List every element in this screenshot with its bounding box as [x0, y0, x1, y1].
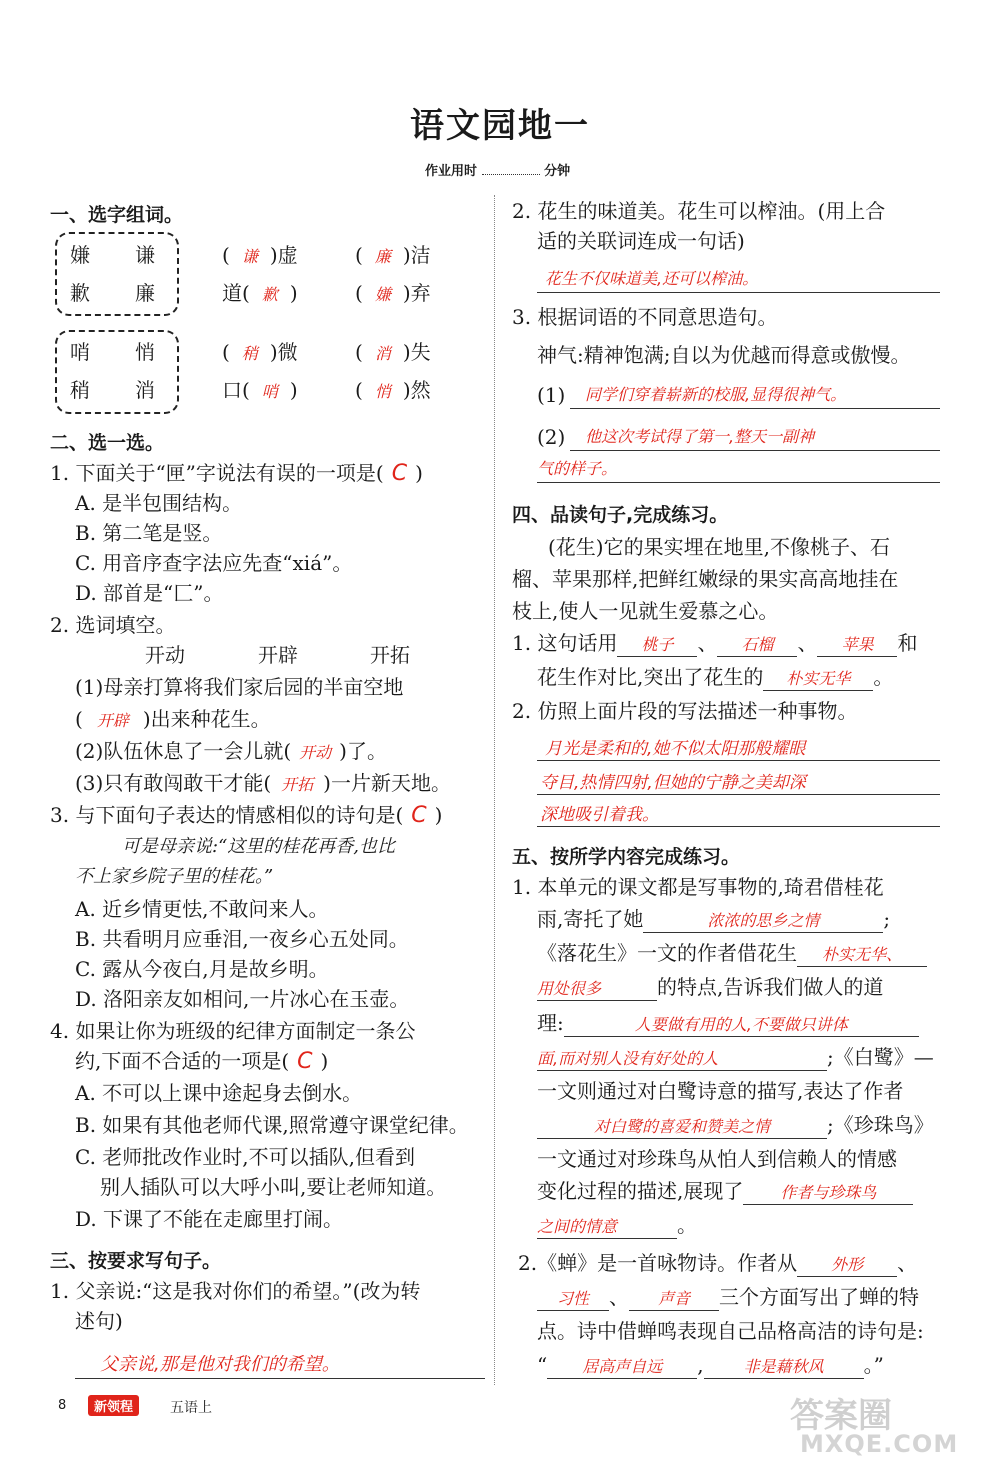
text-line: 点。诗中借蝉鸣表现自己品格高洁的诗句是:	[537, 1319, 924, 1343]
question-3-2: 2. 花生的味道美。花生可以榨油。(用上合	[512, 199, 886, 223]
option: C. 用音序查字法应先查“xiá”。	[75, 551, 353, 575]
timer-unit: 分钟	[544, 164, 571, 179]
word-choice: 开动	[145, 643, 185, 667]
question-3-1-cont: 述句)	[75, 1309, 123, 1333]
text-line: “ 居高声自远 , 非是藉秋风 。”	[537, 1353, 884, 1377]
answer-line	[570, 450, 940, 451]
answer-3-3-2[interactable]: 他这次考试得了第一,整天一副神	[585, 427, 815, 446]
question-5-2: 2.《蝉》是一首咏物诗。作者从 外形 、	[518, 1251, 918, 1275]
blank-line: ( 开辟 )出来种花生。	[75, 707, 271, 731]
option: A. 不可以上课中途起身去倒水。	[75, 1081, 363, 1105]
char: 谦	[135, 243, 155, 267]
question-2-2: 2. 选词填空。	[50, 613, 176, 637]
answer-line	[537, 760, 940, 761]
blank-line: (2)队伍休息了一会儿就( 开动 )了。	[75, 739, 387, 763]
section-3-heading: 三、按要求写句子。	[50, 1250, 222, 1272]
timer-label: 作业用时	[425, 164, 478, 179]
sentence-no: (1)	[537, 383, 566, 407]
fill-item: ( 嫌 )弃	[355, 281, 431, 305]
brand-logo: 新领程	[88, 1395, 139, 1416]
answer-line	[537, 482, 940, 483]
option: B. 共看明月应垂泪,一夜乡心五处同。	[75, 927, 409, 951]
text-line: 理: 人要做有用的人,不要做只讲体	[537, 1008, 919, 1038]
char: 哨	[70, 340, 90, 364]
text-line: 变化过程的描述,展现了 作者与珍珠鸟	[537, 1176, 913, 1206]
timer-blank[interactable]	[482, 174, 540, 175]
answer-4-2[interactable]: 深地吸引着我。	[540, 805, 659, 825]
watermark-url: MXQE.COM	[800, 1430, 959, 1458]
blank-line: (1)母亲打算将我们家后园的半亩空地	[75, 675, 404, 699]
page-number: 8	[58, 1398, 67, 1413]
option: 别人插队可以大呼小叫,要让老师知道。	[100, 1175, 447, 1199]
page-title: 语文园地一	[410, 106, 590, 146]
char: 悄	[135, 340, 155, 364]
answer-line	[537, 826, 940, 827]
text-line: 雨,寄托了她 浓浓的思乡之情 ;	[537, 907, 891, 931]
fill-item: ( 消 )失	[355, 340, 431, 364]
passage: (花生)它的果实埋在地里,不像桃子、石	[548, 535, 890, 559]
quote: 不上家乡院子里的桂花。”	[75, 866, 274, 887]
text-line: 习性 、 声音 三个方面写出了蝉的特	[537, 1282, 919, 1312]
word-choice: 开拓	[370, 643, 410, 667]
question-2-4: 4. 如果让你为班级的纪律方面制定一条公	[50, 1019, 416, 1043]
section-1-heading: 一、选字组词。	[50, 204, 184, 226]
fill-item: ( 廉 )洁	[355, 243, 431, 267]
question-2-4-cont: 约,下面不合适的一项是( C )	[75, 1049, 329, 1074]
char: 歉	[70, 281, 90, 305]
blank-line: (3)只有敢闯敢干才能( 开拓 )一片新天地。	[75, 771, 451, 795]
option: D. 洛阳亲友如相问,一片冰心在玉壶。	[75, 987, 410, 1011]
timer	[425, 160, 570, 179]
option: A. 是半包围结构。	[75, 491, 243, 515]
option: D. 部首是“匚”。	[75, 581, 224, 605]
question-2-3: 3. 与下面句子表达的情感相似的诗句是( C )	[50, 803, 443, 828]
question-4-1-cont: 花生作对比,突出了花生的 朴实无华 。	[537, 665, 894, 689]
answer-4-2[interactable]: 夺目,热情四射,但她的宁静之美却深	[540, 773, 806, 793]
char: 嫌	[70, 243, 90, 267]
option: B. 第二笔是竖。	[75, 521, 223, 545]
answer-line	[537, 292, 940, 293]
section-2-heading: 二、选一选。	[50, 432, 165, 454]
text-line: 一文通过对珍珠鸟从怕人到信赖人的情感	[537, 1147, 897, 1171]
answer-line	[537, 794, 940, 795]
column-divider	[494, 195, 496, 1385]
section-5-heading: 五、按所学内容完成练习。	[512, 846, 741, 868]
passage: 枝上,使人一见就生爱慕之心。	[512, 599, 779, 623]
word-choice: 开辟	[258, 643, 298, 667]
question-2-1: 1. 下面关于“匣”字说法有误的一项是( C )	[50, 461, 423, 486]
char: 廉	[135, 281, 155, 305]
answer-3-3-1[interactable]: 同学们穿着崭新的校服,显得很神气。	[585, 385, 847, 404]
answer-3-3-2b[interactable]: 气的样子。	[537, 459, 618, 478]
fill-item: 道( 歉 )	[222, 281, 298, 305]
text-line: 一文则通过对白鹭诗意的描写,表达了作者	[537, 1079, 904, 1103]
question-3-2-cont: 适的关联词连成一句话)	[537, 229, 745, 253]
option: D. 下课了不能在走廊里打闹。	[75, 1207, 344, 1231]
question-4-2: 2. 仿照上面片段的写法描述一种事物。	[512, 699, 858, 723]
fill-item: ( 悄 )然	[355, 378, 431, 402]
section-4-heading: 四、品读句子,完成练习。	[512, 504, 729, 526]
char: 消	[135, 378, 155, 402]
quote: 可是母亲说:“这里的桂花再香,也比	[122, 836, 395, 857]
option: A. 近乡情更怯,不敢问来人。	[75, 897, 329, 921]
text-line: 用处很多 的特点,告诉我们做人的道	[537, 975, 884, 999]
sentence-no: (2)	[537, 425, 566, 449]
fill-item: ( 稍 )微	[222, 340, 298, 364]
text-line: 对白鹭的喜爱和赞美之情 ;《珍珠鸟》	[537, 1110, 934, 1140]
answer-3-1[interactable]: 父亲说,那是他对我们的希望。	[100, 1354, 340, 1375]
grade-label: 五语上	[170, 1400, 212, 1416]
answer-3-2[interactable]: 花生不仅味道美,还可以榨油。	[545, 269, 759, 288]
answer-line	[75, 1378, 485, 1379]
option: B. 如果有其他老师代课,照常遵守课堂纪律。	[75, 1113, 469, 1137]
question-3-3: 3. 根据词语的不同意思造句。	[512, 305, 778, 329]
char: 稍	[70, 378, 90, 402]
definition: 神气:精神饱满;自以为优越而得意或傲慢。	[537, 343, 911, 367]
text-line: 之间的情意 。	[537, 1213, 697, 1237]
text-line: 《落花生》一文的作者借花生 朴实无华、	[537, 938, 927, 968]
option: C. 老师批改作业时,不可以插队,但看到	[75, 1145, 416, 1169]
answer-4-2[interactable]: 月光是柔和的,她不似太阳那般耀眼	[545, 739, 806, 759]
fill-item: 口( 哨 )	[222, 378, 298, 402]
text-line: 面,而对别人没有好处的人 ;《白鹭》—	[537, 1045, 934, 1069]
option: C. 露从今夜白,月是故乡明。	[75, 957, 329, 981]
question-3-1: 1. 父亲说:“这是我对你们的希望。”(改为转	[50, 1279, 421, 1303]
answer-line	[570, 408, 940, 409]
passage: 榴、苹果那样,把鲜红嫩绿的果实高高地挂在	[512, 567, 899, 591]
watermark-logo: 答案圈	[790, 1396, 892, 1436]
text-line: 1. 本单元的课文都是写事物的,琦君借桂花	[512, 875, 884, 899]
question-4-1: 1. 这句话用 桃子 、 石榴 、 苹果 和	[512, 631, 918, 655]
fill-item: ( 谦 )虚	[222, 243, 298, 267]
